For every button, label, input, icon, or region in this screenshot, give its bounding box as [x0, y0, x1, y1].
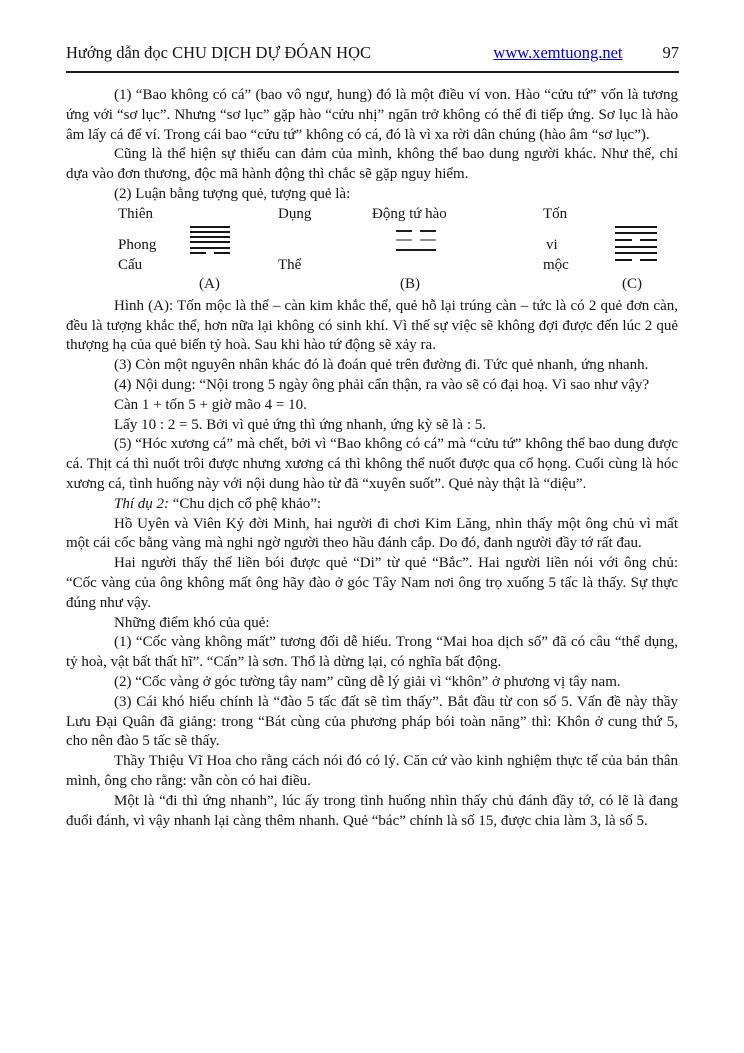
paragraph-17: Thầy Thiệu Vĩ Hoa cho rằng cách nói đó có lý. Căn cứ vào kinh nghiệm thực tế của bản thân mình, ông cho rằng: vẫn còn có hai điều. — [66, 753, 678, 789]
paragraph-9: (5) “Hóc xương cá” mà chết, bởi vì “Bao không có cá” mà “cửu tứ” không thể bao dung được cá. Thịt cá thì nuốt trôi được nhưng xương cá thì không thể nuốt được qua cổ họng. Cuối cùng là hóc xương cá, tình huống này với nội dung hào từ đã “xuyên suốt”. Quẻ này thật là “diệu”. — [66, 436, 678, 492]
label-moc: mộc — [543, 256, 569, 273]
label-the: Thể — [278, 256, 302, 273]
paragraph-14: (1) “Cốc vàng không mất” tương đối dễ hiểu. Trong “Mai hoa dịch số” đã có câu “thể dụng, tỷ hoà, vật bất thất hĩ”. “Cấn” là sơn. Thổ là dừng lại, có nghĩa bất động. — [66, 634, 678, 671]
label-phong: Phong — [118, 236, 157, 253]
page-number: 97 — [662, 43, 679, 62]
paragraph-8: Lấy 10 : 2 = 5. Bởi vì quẻ ứng thì ứng nhanh, ứng kỳ sẽ là : 5. — [114, 416, 486, 433]
paragraph-6: (4) Nội dung: “Nội trong 5 ngày ông phải cẩn thận, ra vào sẽ có đại hoạ. Vì sao như vậy? — [114, 376, 650, 393]
header-divider — [66, 71, 679, 73]
paragraph-16: (3) Cái khó hiểu chính là “đào 5 tấc đất sẽ tìm thấy”. Bắt đầu từ con số 5. Vấn đề này thầy Lưu Đại Quân đã giảng: trong “Bát cùng của phương pháp bói toàn năng” thì: Khôn ở cung thứ 5, cho nên đào 5 tấc sẽ thấy. — [66, 693, 678, 750]
hexagram-a — [190, 226, 230, 254]
label-dong-tu-hao: Động tứ hào — [372, 205, 447, 222]
paragraph-10 — [66, 495, 678, 515]
paragraph-18: Một là “đi thì ứng nhanh”, lúc ấy trong tình huống nhìn thấy chủ đánh đầy tớ, có lẽ là đang đuổi đánh, vì vậy nhanh lại càng thêm nhanh. Quẻ “bác” chính là số 15, được chia làm 3, là số 5. — [66, 792, 678, 829]
caption-c: (C) — [622, 275, 642, 292]
label-ton: Tốn — [543, 205, 568, 222]
label-cau: Cấu — [118, 256, 143, 273]
paragraph-7: Càn 1 + tốn 5 + giờ mão 4 = 10. — [114, 396, 307, 413]
trigram-b — [396, 230, 436, 251]
paragraph-3: (2) Luận bằng tượng quẻ, tượng quẻ là: — [114, 185, 351, 202]
label-dung: Dụng — [278, 205, 312, 222]
website-link[interactable]: www.xemtuong.net — [493, 43, 623, 62]
example-2-rest: “Chu dịch cổ phệ khảo”: — [169, 495, 322, 512]
hexagram-c — [615, 226, 657, 261]
header-right — [493, 43, 679, 63]
example-2-lead: Thí dụ 2: — [114, 495, 170, 512]
label-thien: Thiên — [118, 205, 153, 222]
paragraph-1: (1) “Bao không có cá” (bao vô ngư, hung) đó là một điều ví von. Hào “cửu tứ” vốn là tương ứng với “sơ lục”. Nhưng “sơ lục” gặp hào “cửu nhị” ngăn trở không có thể đi tiếp ứng. Sơ lục là hào âm lấy cá để ví. Trong cái bao “cửu tứ” không có cá, đó là vì xa rời dân chúng (hào âm “sơ lục”). — [66, 87, 678, 143]
caption-b: (B) — [400, 275, 420, 292]
header-title: Hướng dẫn đọc CHU DỊCH DỰ ĐÓAN HỌC — [66, 43, 371, 62]
paragraph-5: (3) Còn một nguyên nhân khác đó là đoán quẻ trên đường đi. Tức quẻ nhanh, ứng nhanh. — [114, 357, 649, 374]
paragraph-12: Hai người thấy thế liền bói được quẻ “Di” từ quẻ “Bắc”. Hai người liền nói với ông chủ: “Cốc vàng của ông không mất ông hãy đào ở góc Tây Nam nơi ông trọ xuống 5 tấc là thấy. Sự thực đúng như vậy. — [66, 555, 678, 611]
paragraph-11: Hồ Uyên và Viên Kỷ đời Minh, hai người đi chơi Kim Lăng, nhìn thấy một ông chủ vì mất một cái cốc bằng vàng mà nghi ngờ người theo hầu đánh cắp. Do đó, đanh người đầy tớ rất đau. — [66, 515, 678, 552]
caption-a: (A) — [199, 275, 220, 292]
label-vi: vi — [546, 236, 558, 253]
page-header — [66, 43, 679, 63]
paragraph-13: Những điểm khó của quẻ: — [114, 614, 270, 631]
paragraph-15: (2) “Cốc vàng ở góc tường tây nam” cũng dễ lý giải vì “khôn” ở phương vị tây nam. — [114, 673, 621, 690]
page-body — [66, 86, 678, 831]
paragraph-4: Hình (A): Tốn mộc là thể – càn kim khắc thể, quẻ hỗ lại trúng càn – tức là có 2 quẻ đơn càn, đều là tượng khắc thể, hơn nữa lại không có sinh khí. Vì thế sự việc sẽ không đợi được đến lúc 2 quẻ thượng hạ của quẻ biến tỷ hoà. Sau khi hào tứ động sẽ xảy ra. — [66, 297, 678, 354]
hexagram-diagram — [66, 205, 678, 297]
paragraph-2: Cũng là thể hiện sự thiếu can đảm của mình, không thể bao dung người khác. Như thế, chỉ dựa vào đơn thương, độc mã hành động thì chắc sẽ gặp nguy hiểm. — [66, 146, 678, 183]
